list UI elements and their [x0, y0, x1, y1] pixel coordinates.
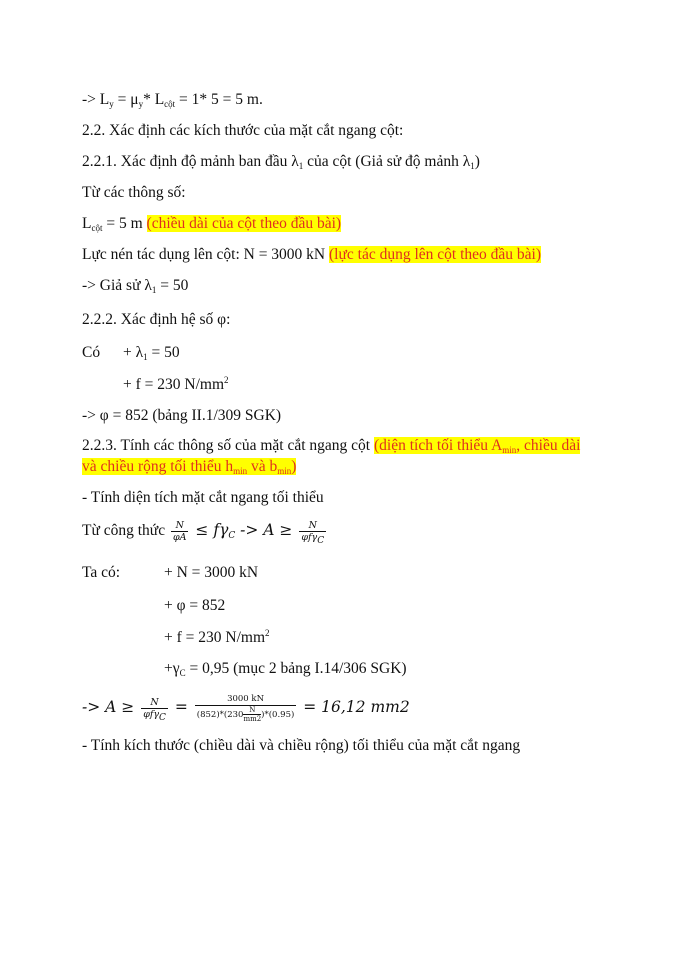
sub: cột: [164, 99, 176, 109]
text: = μ: [113, 91, 139, 108]
text: ): [291, 458, 297, 475]
sub: min: [277, 466, 292, 476]
text: Lực nén tác dụng lên cột: N = 3000 kN: [82, 246, 330, 263]
numerator: N: [249, 706, 256, 714]
sub: 1: [298, 161, 304, 171]
given-f2-line: [164, 628, 270, 648]
numerator: N: [175, 520, 184, 531]
item: [123, 343, 180, 363]
sub: 1: [470, 161, 475, 171]
sup: 2: [224, 375, 229, 385]
sub: min: [233, 466, 248, 476]
text: = 5 m: [102, 215, 147, 232]
text: φfγ: [143, 709, 160, 720]
highlighted-note: [82, 458, 296, 475]
fraction: [299, 520, 326, 546]
sub: C: [159, 713, 166, 723]
fraction: [171, 520, 189, 543]
text: -> L: [82, 91, 110, 108]
text: + f = 230 N/mm: [164, 629, 266, 646]
column-length-line: [82, 214, 341, 234]
given-n-line: [82, 563, 259, 583]
fraction: [141, 697, 168, 723]
section-2-2-1-heading: [82, 152, 480, 172]
text: (diện tích tối thiểu A: [373, 437, 503, 454]
min-area-heading: - Tính diện tích mặt cắt ngang tối thiểu: [82, 489, 324, 506]
sub: cột: [91, 223, 103, 233]
sub: C: [179, 668, 186, 678]
sub: min: [502, 445, 517, 455]
highlighted-note: [374, 437, 580, 454]
text: Từ công thức: [82, 522, 169, 540]
text: -> A ≥: [82, 698, 140, 717]
text: L: [82, 215, 92, 232]
text: φfγ: [301, 532, 318, 543]
text: -> Giả sử λ: [82, 277, 152, 294]
text: (852)*(230: [196, 710, 244, 720]
denominator: mm2: [243, 715, 262, 723]
parameters-intro: Từ các thông số:: [82, 184, 186, 201]
label: Ta có:: [82, 564, 121, 581]
denominator: [299, 531, 326, 546]
effective-length-line: [82, 90, 263, 110]
sub: C: [228, 531, 236, 542]
text: -> A ≥: [235, 521, 298, 540]
sub: 1: [143, 352, 148, 362]
numerator: N: [308, 520, 317, 531]
sub: 1: [151, 285, 157, 295]
fraction: [195, 694, 297, 723]
text: )*(0.95): [261, 710, 295, 720]
text: =: [169, 698, 193, 717]
text: và b: [247, 458, 278, 475]
assume-slenderness-line: [82, 276, 188, 296]
given-f-line: [123, 375, 229, 395]
section-2-2-2-heading: 2.2.2. Xác định hệ số φ:: [82, 311, 231, 328]
min-dimensions-heading: - Tính kích thước (chiều dài và chiều rộng) tối thiểu của mặt cắt ngang: [82, 737, 521, 754]
given-lambda-line: [82, 343, 180, 363]
highlighted-note: (lực tác dụng lên cột theo đầu bài): [329, 246, 541, 263]
sub: C: [317, 536, 325, 546]
compression-force-line: [82, 245, 541, 265]
text: + f = 230 N/mm: [123, 376, 225, 393]
result: = 16,12 mm2: [298, 698, 410, 717]
sub: y: [138, 99, 144, 109]
text: 2.2.3. Tính các thông số của mặt cắt ngang cột: [82, 437, 374, 454]
denominator: φA: [172, 532, 187, 543]
text: 2.2.1. Xác định độ mảnh ban đầu λ: [82, 153, 299, 170]
text: của cột (Giả sử độ mảnh λ: [303, 153, 471, 170]
section-2-2-3-heading-cont: [82, 457, 296, 477]
section-2-2-3-heading: [82, 436, 580, 456]
math: [190, 521, 236, 542]
text: * L: [143, 91, 165, 108]
label: Có: [82, 344, 101, 361]
denominator: [141, 708, 168, 723]
fraction: [243, 706, 261, 723]
given-gamma-line: [164, 659, 407, 679]
area-result-line: [82, 694, 410, 723]
item: + N = 3000 kN: [164, 564, 259, 581]
given-phi-line: + φ = 852: [164, 597, 226, 614]
numerator: N: [150, 697, 159, 708]
sup: 2: [265, 628, 270, 638]
text: ): [474, 153, 480, 170]
text: + λ: [123, 344, 144, 361]
phi-result-line: -> φ = 852 (bảng II.1/309 SGK): [82, 407, 282, 424]
text: = 50: [147, 344, 180, 361]
sub: y: [109, 99, 114, 109]
highlighted-note: (chiều dài của cột theo đầu bài): [146, 215, 342, 232]
text: = 1* 5 = 5 m.: [175, 91, 263, 108]
text: ≤ fγ: [190, 521, 229, 540]
text: và chiều rộng tối thiểu h: [82, 458, 234, 475]
formula-line: [82, 520, 328, 546]
text: +γ: [164, 660, 180, 677]
numerator: 3000 kN: [227, 694, 264, 704]
text: = 50: [156, 277, 189, 294]
text: , chiều dài: [516, 437, 581, 454]
section-2-2-heading: 2.2. Xác định các kích thước của mặt cắt ngang cột:: [82, 122, 404, 139]
text: = 0,95 (mục 2 bảng I.14/306 SGK): [185, 660, 407, 677]
denominator: [195, 705, 297, 723]
